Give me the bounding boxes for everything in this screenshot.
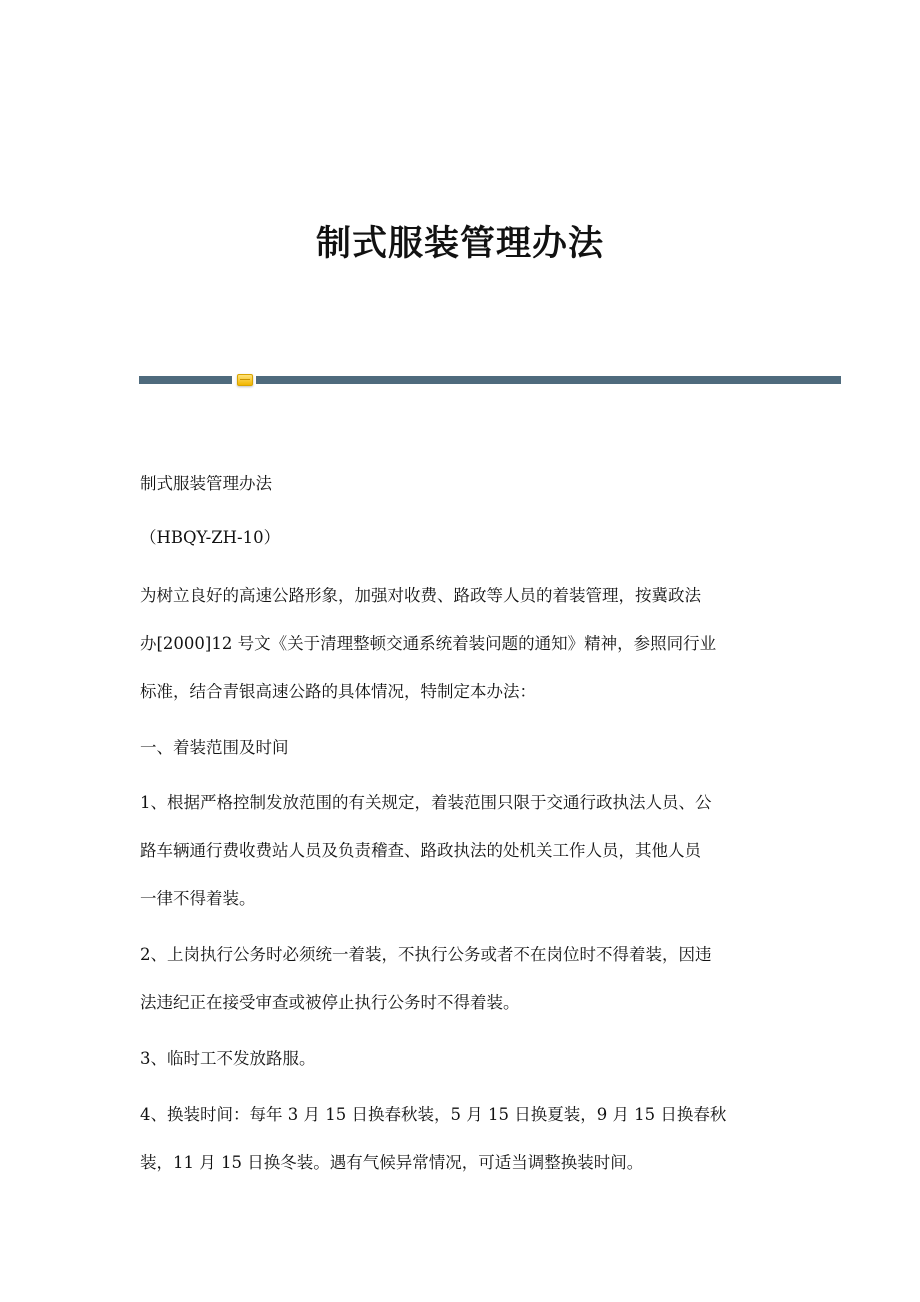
paragraph	[140, 1047, 316, 1095]
document-title: 制式服装管理办法	[315, 223, 604, 264]
paragraph	[140, 791, 712, 935]
paragraph	[140, 472, 272, 520]
paragraph-line: 办[2000]12 号文《关于清理整顿交通系统着装问题的通知》精神，参照同行业	[140, 634, 717, 653]
paragraph-line: 4、换装时间：每年 3 月 15 日换春秋装，5 月 15 日换夏装，9 月 15 日换春秋	[140, 1105, 727, 1124]
paragraph	[140, 584, 716, 728]
paragraph	[140, 1103, 726, 1199]
paragraph-line: 制式服装管理办法	[140, 474, 272, 493]
paragraph-line: 3、临时工不发放路服。	[140, 1049, 316, 1068]
paragraph-line: （HBQY-ZH-10）	[140, 528, 281, 547]
divider-left	[139, 376, 232, 384]
divider-ornament-icon	[237, 374, 253, 386]
divider-right	[256, 376, 841, 384]
paragraph-line: 法违纪正在接受审查或被停止执行公务时不得着装。	[140, 993, 520, 1012]
paragraph-line: 装，11 月 15 日换冬装。遇有气候异常情况，可适当调整换装时间。	[140, 1153, 644, 1172]
paragraph-line: 一、着装范围及时间	[140, 738, 289, 757]
paragraph-line: 标准，结合青银高速公路的具体情况，特制定本办法：	[140, 682, 536, 701]
paragraph-line: 路车辆通行费收费站人员及负责稽查、路政执法的处机关工作人员，其他人员	[140, 841, 701, 860]
paragraph-line: 一律不得着装。	[140, 889, 256, 908]
paragraph-line: 2、上岗执行公务时必须统一着装，不执行公务或者不在岗位时不得着装，因违	[140, 945, 712, 964]
paragraph-line: 1、根据严格控制发放范围的有关规定，着装范围只限于交通行政执法人员、公	[140, 793, 712, 812]
paragraph-line: 为树立良好的高速公路形象，加强对收费、路政等人员的着装管理，按冀政法	[140, 586, 701, 605]
paragraph	[140, 736, 289, 784]
paragraph	[140, 526, 280, 574]
paragraph	[140, 943, 712, 1039]
